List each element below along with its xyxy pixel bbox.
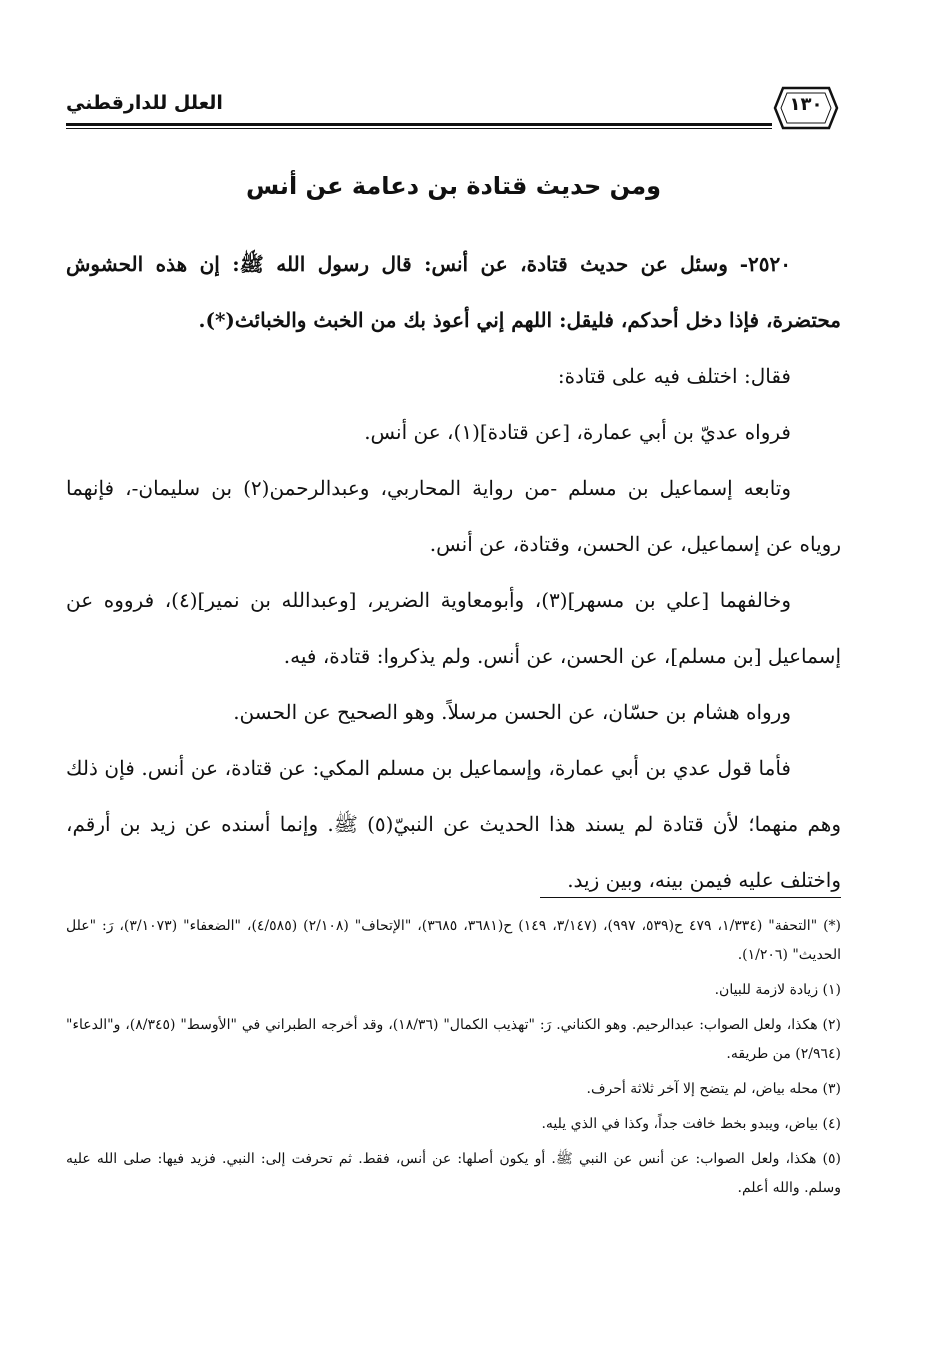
paragraph: وتابعه إسماعيل بن مسلم -من رواية المحاربي، وعبدالرحمن(٢) بن سليمان-، فإنهما روياه عن إسماعيل، عن الحسن، وقتادة، عن أنس. [66, 476, 841, 556]
footnote: (١) زيادة لازمة للبيان. [714, 982, 841, 998]
hadith-entry [66, 236, 841, 348]
paragraph: فقال: اختلف فيه على قتادة: [557, 364, 791, 388]
footnote: (*) "التحفة" (١/٣٣٤، ٤٧٩ ح(٥٣٩، ٩٩٧)، (٣/١٤٧، ١٤٩) ح(٣٦٨١، ٣٦٨٥)، "الإتحاف" (٢/١٠٨) (٤/٥٨٥)، "الضعفاء" (٣/١٠٧٣)، رَ: "علل الحديث" (١/٢٠٦). [66, 918, 842, 963]
footnote: (٥) هكذا، ولعل الصواب: عن أنس عن النبي ﷺ. أو يكون أصلها: عن أنس، فقط. ثم تحرفت إلى: النبي. فزيد فيها: صلى الله عليه وسلم. والله أعلم. [66, 1151, 841, 1196]
header-rule-thin [66, 128, 772, 129]
footnote: (٢) هكذا، ولعل الصواب: عبدالرحيم. وهو الكناني. رَ: "تهذيب الكمال" (١٨/٣٦)، وقد أخرجه الطبراني في "الأوسط" (٨/٣٤٥)، و"الدعاء" (٢/٩٦٤) من طريقه. [66, 1017, 841, 1062]
footnotes [66, 912, 841, 1209]
entry-number: ٢٥٢٠- [739, 252, 791, 276]
page-number: ١٣٠ [789, 94, 823, 115]
header-rule [66, 123, 772, 126]
running-title: العلل للدارقطني [66, 92, 223, 114]
entry-text: وسئل عن حديث قتادة، عن أنس: قال رسول الله ﷺ: إن هذه الحشوش محتضرة، فإذا دخل أحدكم، فليقل: اللهم إني أعوذ بك من الخبث والخبائث(*). [66, 252, 841, 332]
paragraph: وخالفهما [علي بن مسهر](٣)، وأبومعاوية الضرير، [وعبدالله بن نمير](٤)، فرووه عن إسماعيل [بن مسلم]، عن الحسن، عن أنس. ولم يذكروا: قتادة، فيه. [66, 588, 841, 668]
paragraph: فأما قول عدي بن أبي عمارة، وإسماعيل بن مسلم المكي: عن قتادة، عن أنس. فإن ذلك وهم منهما؛ لأن قتادة لم يسند هذا الحديث عن النبيّ(٥) ﷺ. وإنما أسنده عن زيد بن أرقم، واختلف عليه فيمن بينه، وبين زيد. [66, 756, 841, 892]
footnote-separator [540, 897, 841, 898]
section-heading: ومن حديث قتادة بن دعامة عن أنس [246, 172, 661, 200]
paragraph: ورواه هشام بن حسّان، عن الحسن مرسلاً. وهو الصحيح عن الحسن. [233, 700, 791, 724]
page-number-badge [771, 84, 841, 132]
footnote: (٣) محله بياض، لم يتضح إلا آخر ثلاثة أحرف. [586, 1081, 841, 1097]
main-text [66, 236, 841, 908]
footnote: (٤) بياض، ويبدو بخط خافت جداً، وكذا في الذي يليه. [541, 1116, 841, 1132]
paragraph: فرواه عديّ بن أبي عمارة، [عن قتادة](١)، عن أنس. [364, 420, 791, 444]
